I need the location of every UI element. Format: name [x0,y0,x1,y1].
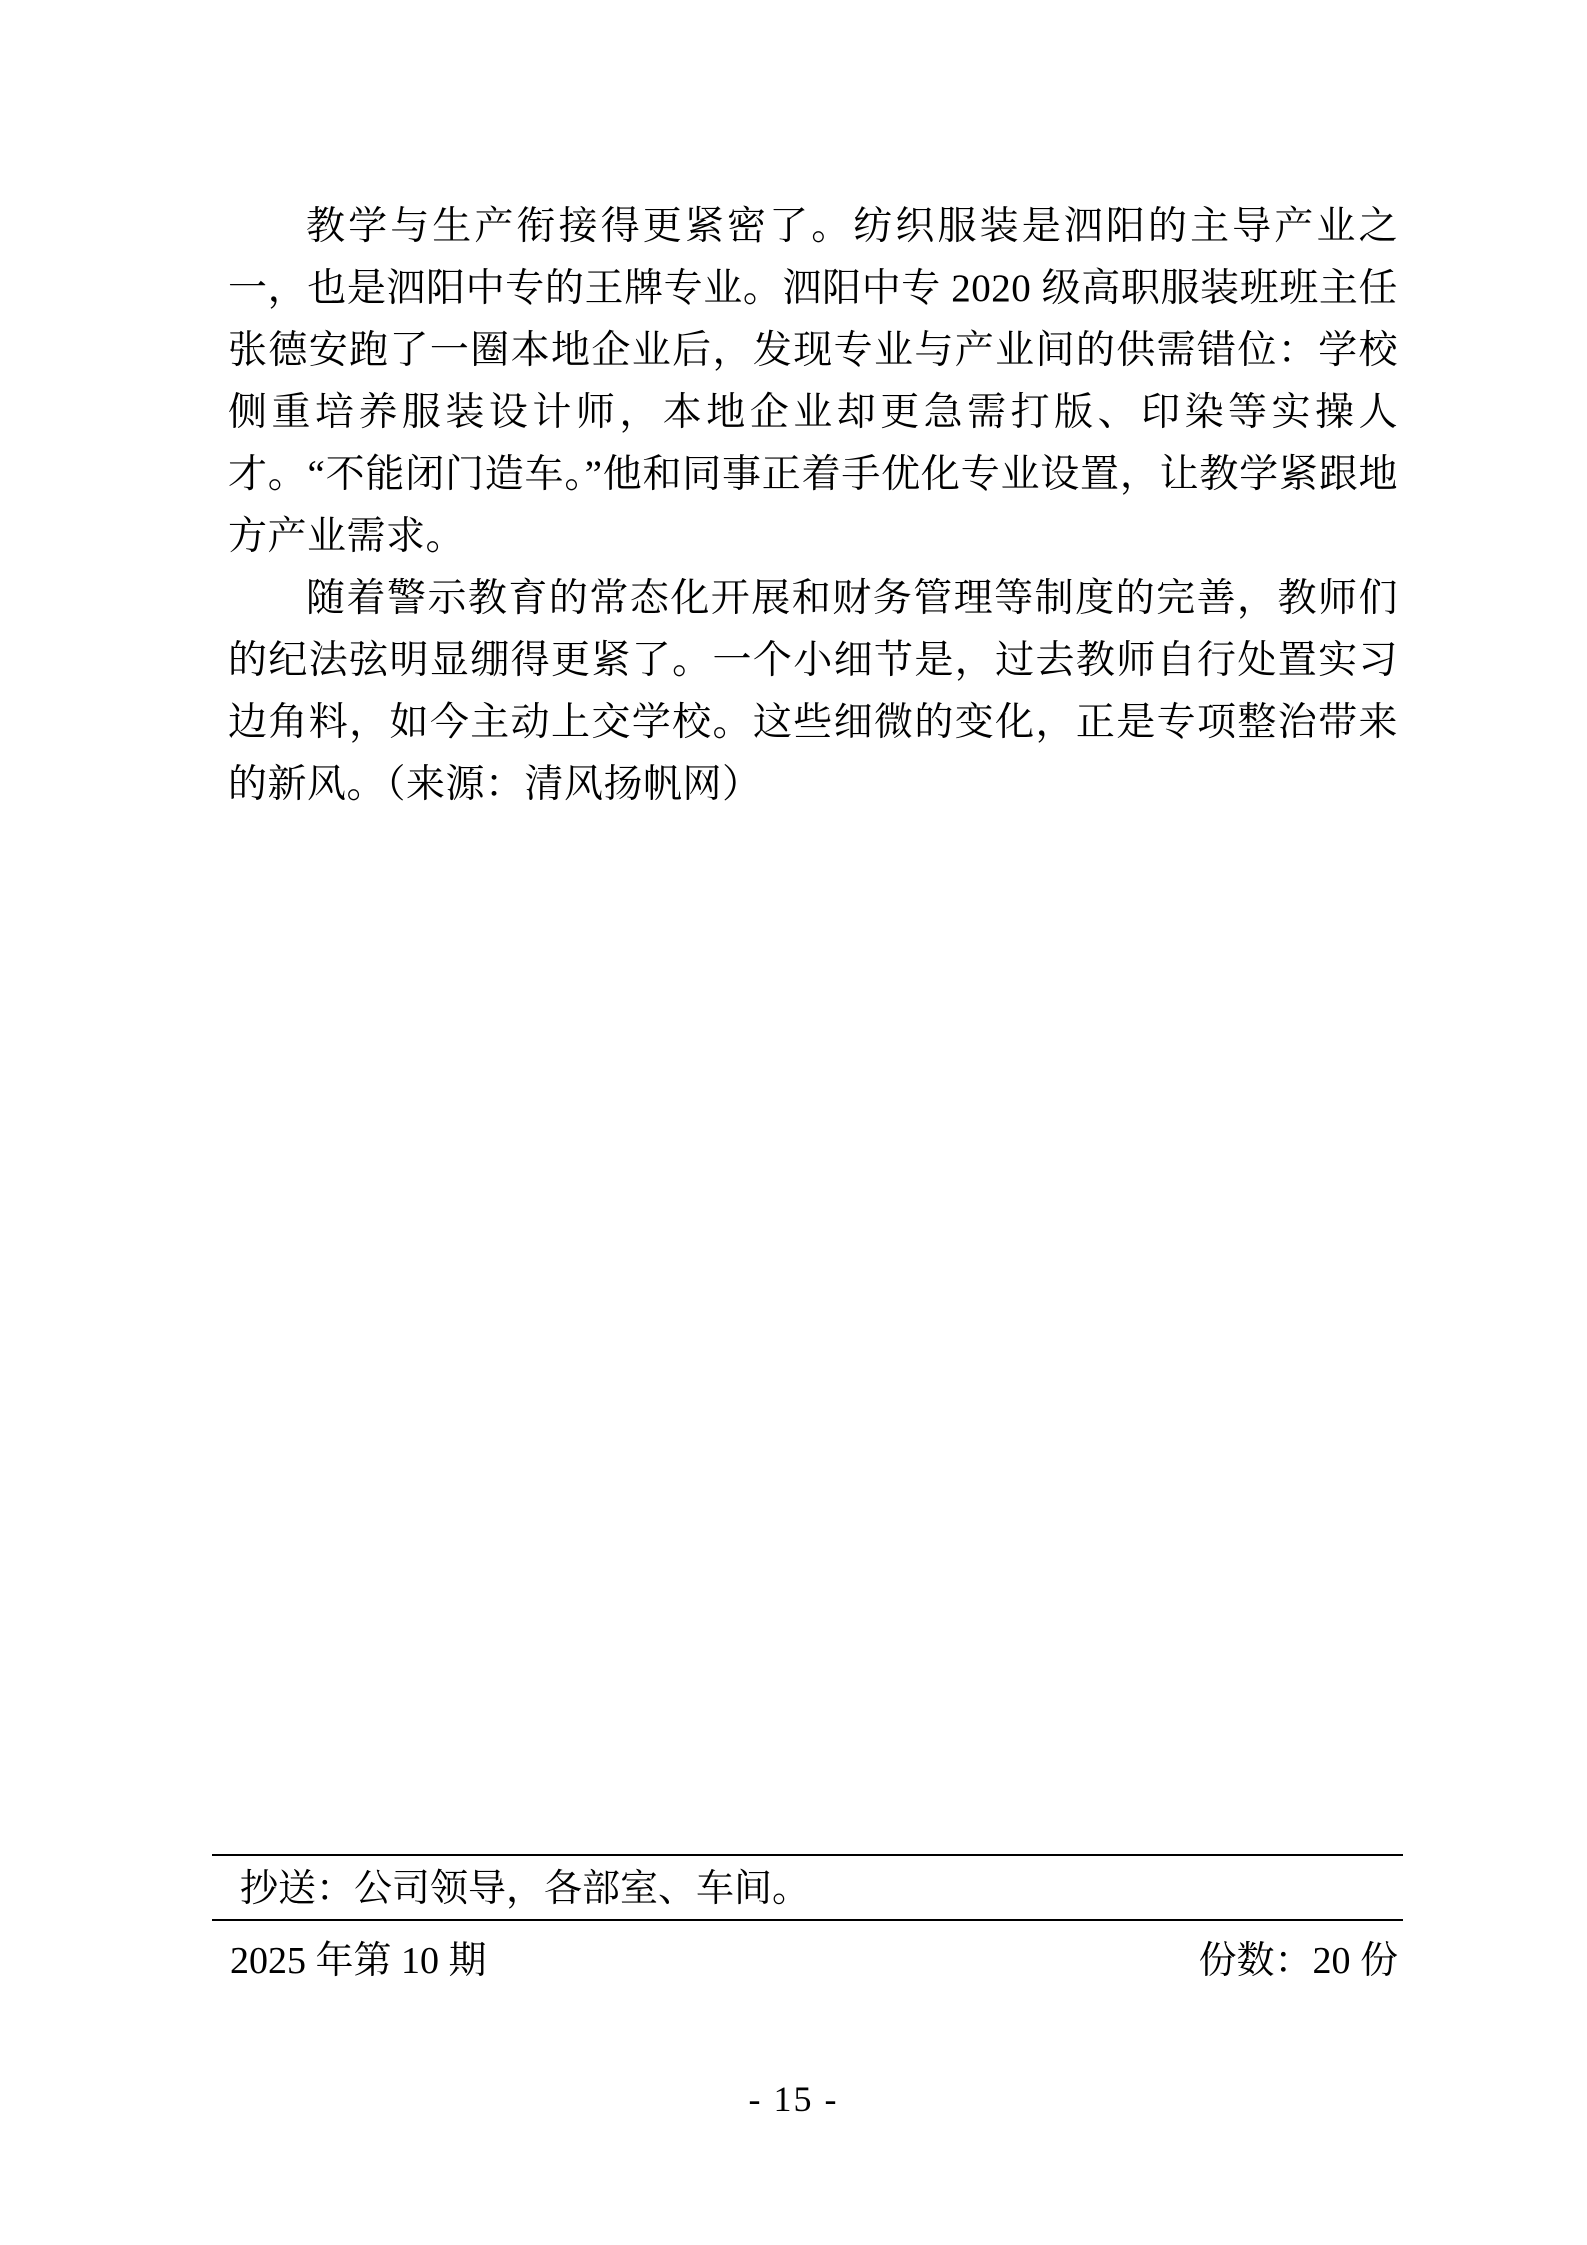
cc-distribution-line: 抄送：公司领导，各部室、车间。 [240,1868,811,1910]
page-number: - 15 - [748,2079,839,2119]
issue-info-row [230,1936,1398,1986]
article-body [228,196,1398,816]
body-paragraph-2: 随着警示教育的常态化开展和财务管理等制度的完善，教师们的纪法弦明显绷得更紧了。一个小细节是，过去教师自行处置实习边角料，如今主动上交学校。这些细微的变化，正是专项整治带来的新风。（来源：清风扬帆网） [228,577,1398,806]
copies-count: 份数：20 份 [1198,1940,1398,1982]
issue-number: 2025 年第 10 期 [230,1940,487,1982]
footer-divider-bottom [212,1919,1403,1921]
body-paragraph-1: 教学与生产衔接得更紧密了。纺织服装是泗阳的主导产业之一，也是泗阳中专的王牌专业。泗阳中专 2020 级高职服装班班主任张德安跑了一圈本地企业后，发现专业与产业间的供需错位：学校侧重培养服装设计师，本地企业却更急需打版、印染等实操人才。“不能闭门造车。”他和同事正着手优化专业设置，让教学紧跟地方产业需求。 [228,205,1398,558]
footer-divider-top [212,1854,1403,1856]
